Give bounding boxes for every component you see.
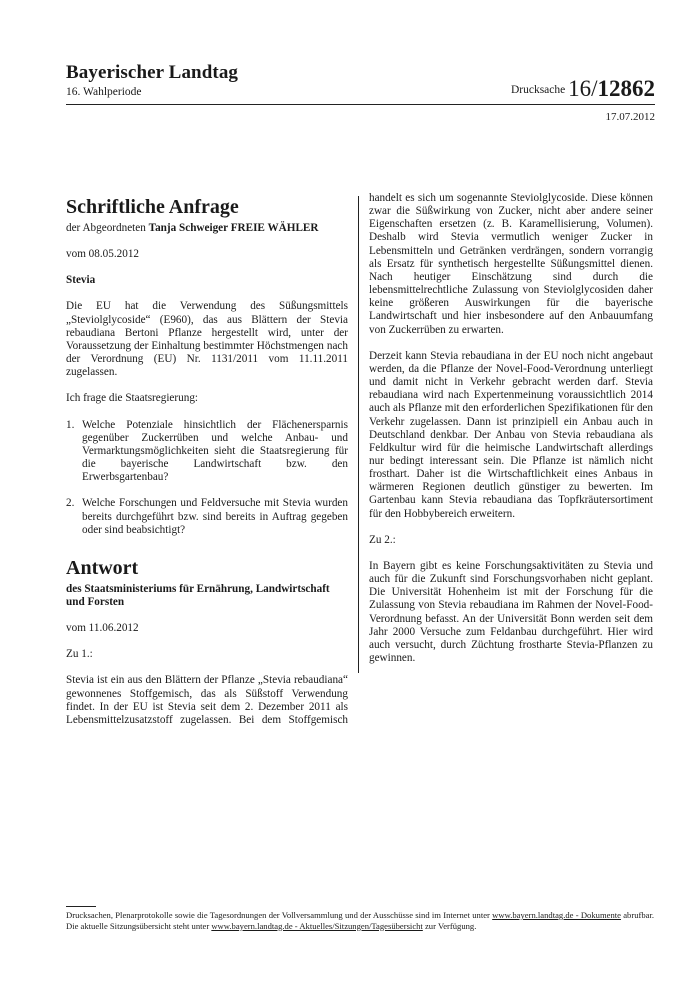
right-column (369, 192, 653, 678)
anfrage-intro: Die EU hat die Verwendung des Süßungsmittels „Steviolglycoside“ (E960), das aus Blättern der Stevia rebaudiana Bertoni Pflanze hergestellt wird, unter der Voraussetzung der Einhaltung bestimmter Höchstmengen nach der Verordnung (EU) Nr. 1131/2011 vom 11.11.2011 zugelassen. (66, 300, 348, 379)
footer-note (66, 910, 654, 931)
anfrage-author-name: Tanja Schweiger FREIE WÄHLER (148, 222, 319, 234)
footer-text-3: zur Verfügung. (422, 920, 477, 931)
left-column (66, 196, 348, 727)
question-item (66, 497, 348, 536)
footer-text-1: Drucksachen, Plenarprotokolle sowie die Tagesordnungen der Vollversammlung und der Ausschüsse sind im Internet unter (66, 910, 493, 920)
question-text: Welche Forschungen und Feldversuche mit Stevia wurden bereits durchgeführt bzw. sind bereits in Auftrag gegeben oder sind beabsichtigt? (82, 497, 348, 536)
anfrage-date: vom 08.05.2012 (66, 248, 140, 261)
antwort-date: vom 11.06.2012 (66, 622, 139, 635)
header-rule (66, 104, 655, 105)
zu1-label: Zu 1.: (66, 648, 93, 661)
zu2-text: In Bayern gibt es keine Forschungsaktivitäten zu Stevia und auch für die Zukunft sind Forschungsvorhaben nicht geplant. Die Universität Hohenheim ist mit der Forschung für die Zulassung von Stevia rebaudiana im Rahmen der Novel-Food-Verordnung befasst. An der Universität Bonn werden seit dem Jahr 2000 Versuche zum Feldanbau durchgeführt. Hier wird auch versucht, durch Züchtung frostharte Stevia-Pflanzen zu gewinnen. (369, 559, 653, 664)
antwort-ministry: des Staatsministeriums für Ernährung, Landwirtschaft und Forsten (66, 582, 330, 608)
column-divider (358, 196, 359, 673)
sessions-link[interactable]: www.bayern.landtag.de - Aktuelles/Sitzungen/Tagesübersicht (211, 920, 423, 931)
electoral-period: 16. Wahlperiode (66, 86, 142, 98)
anfrage-topic: Stevia (66, 274, 96, 287)
antwort-title: Antwort (66, 556, 139, 579)
document-number-value: 12862 (597, 76, 655, 101)
question-number: 1. (66, 418, 75, 431)
documents-link[interactable]: www.bayern.landtag.de - Dokumente (492, 910, 621, 920)
anfrage-title: Schriftliche Anfrage (66, 196, 239, 218)
zu1-paragraph-start: Stevia ist ein aus den Blättern der Pflanze „Stevia rebaudiana“ gewonnenes Stoffgemisch, das als Süßstoff Verwendung findet. In der EU ist Stevia seit dem 2. Dezember 2011 als Lebensmittelzusatzstoff zugelassen. Bei dem Stoffgemisch (66, 674, 348, 726)
question-intro: Ich frage die Staatsregierung: (66, 392, 199, 405)
parliament-name: Bayerischer Landtag (66, 62, 239, 83)
document-number (511, 76, 655, 102)
footer-text-2: abrufbar. Die aktuelle Sitzungsübersicht steht unter (66, 910, 655, 931)
question-number: 2. (66, 497, 75, 510)
anfrage-author (66, 222, 348, 235)
anfrage-author-prefix: der Abgeordneten (66, 222, 149, 234)
question-item (66, 419, 348, 485)
document-date: 17.07.2012 (605, 111, 655, 123)
document-label: Drucksache (510, 84, 566, 96)
zu1-paragraph-2: Derzeit kann Stevia rebaudiana in der EU noch nicht angebaut werden, da die Pflanze der Novel-Food-Verordnung unterliegt und damit nicht in Verkehr gebracht werden darf. Stevia rebaudiana wird nach Expertenmeinung voraussichtlich 2014 auch als Pflanze mit den erforderlichen Spezifikationen für den Verkehr zugelassen. Dann ist prinzipiell ein Anbau auch in Deutschland denkbar. Der Anbau von Stevia rebaudiana als Feldkultur wird für die heimische Landwirtschaft allerdings nur bedingt interessant sein. Die Pflanze ist nämlich nicht frosthart. Daher ist die Wirtschaftlichkeit eines Anbaus in wärmeren Regionen deutlich günstiger zu bewerten. Im Gartenbau kann Stevia rebaudiana das Topfkräutersortiment für den Hobbybereich erweitern. (369, 349, 653, 520)
question-list (66, 419, 348, 537)
question-text: Welche Potenziale hinsichtlich der Flächenersparnis gegenüber Zuckerrüben und welche Anbau- und Vermarktungsmöglichkeiten sieht die Staatsregierung für die bayerische Landwirtschaft bzw. den Erwerbsgartenbau? (82, 418, 348, 484)
zu1-paragraph-continued: handelt es sich um sogenannte Steviolglycoside. Diese können zwar die Süßwirkung von Zucker, nicht aber andere seiner Eigenschaften ersetzen (z. B. Karamellisierung, Volumen). Deshalb wird Stevia vermutlich weniger Zucker in Lebensmitteln und Getränken verdrängen, sondern vorrangig als Ersatz für synthetisch hergestellte Süßungsmittel dienen. Nach heutiger Einschätzung sind durch die lebensmittelrechtliche Zulassung von Steviolglycosiden daher keine größeren Auswirkungen für die bayerische Landwirtschaft und hier insbesondere auf den Anbauumfang von Zuckerrüben zu erwarten. (369, 192, 653, 336)
document-prefix: 16/ (568, 76, 598, 101)
zu2-label: Zu 2.: (369, 533, 396, 546)
footnote-rule (66, 906, 96, 907)
